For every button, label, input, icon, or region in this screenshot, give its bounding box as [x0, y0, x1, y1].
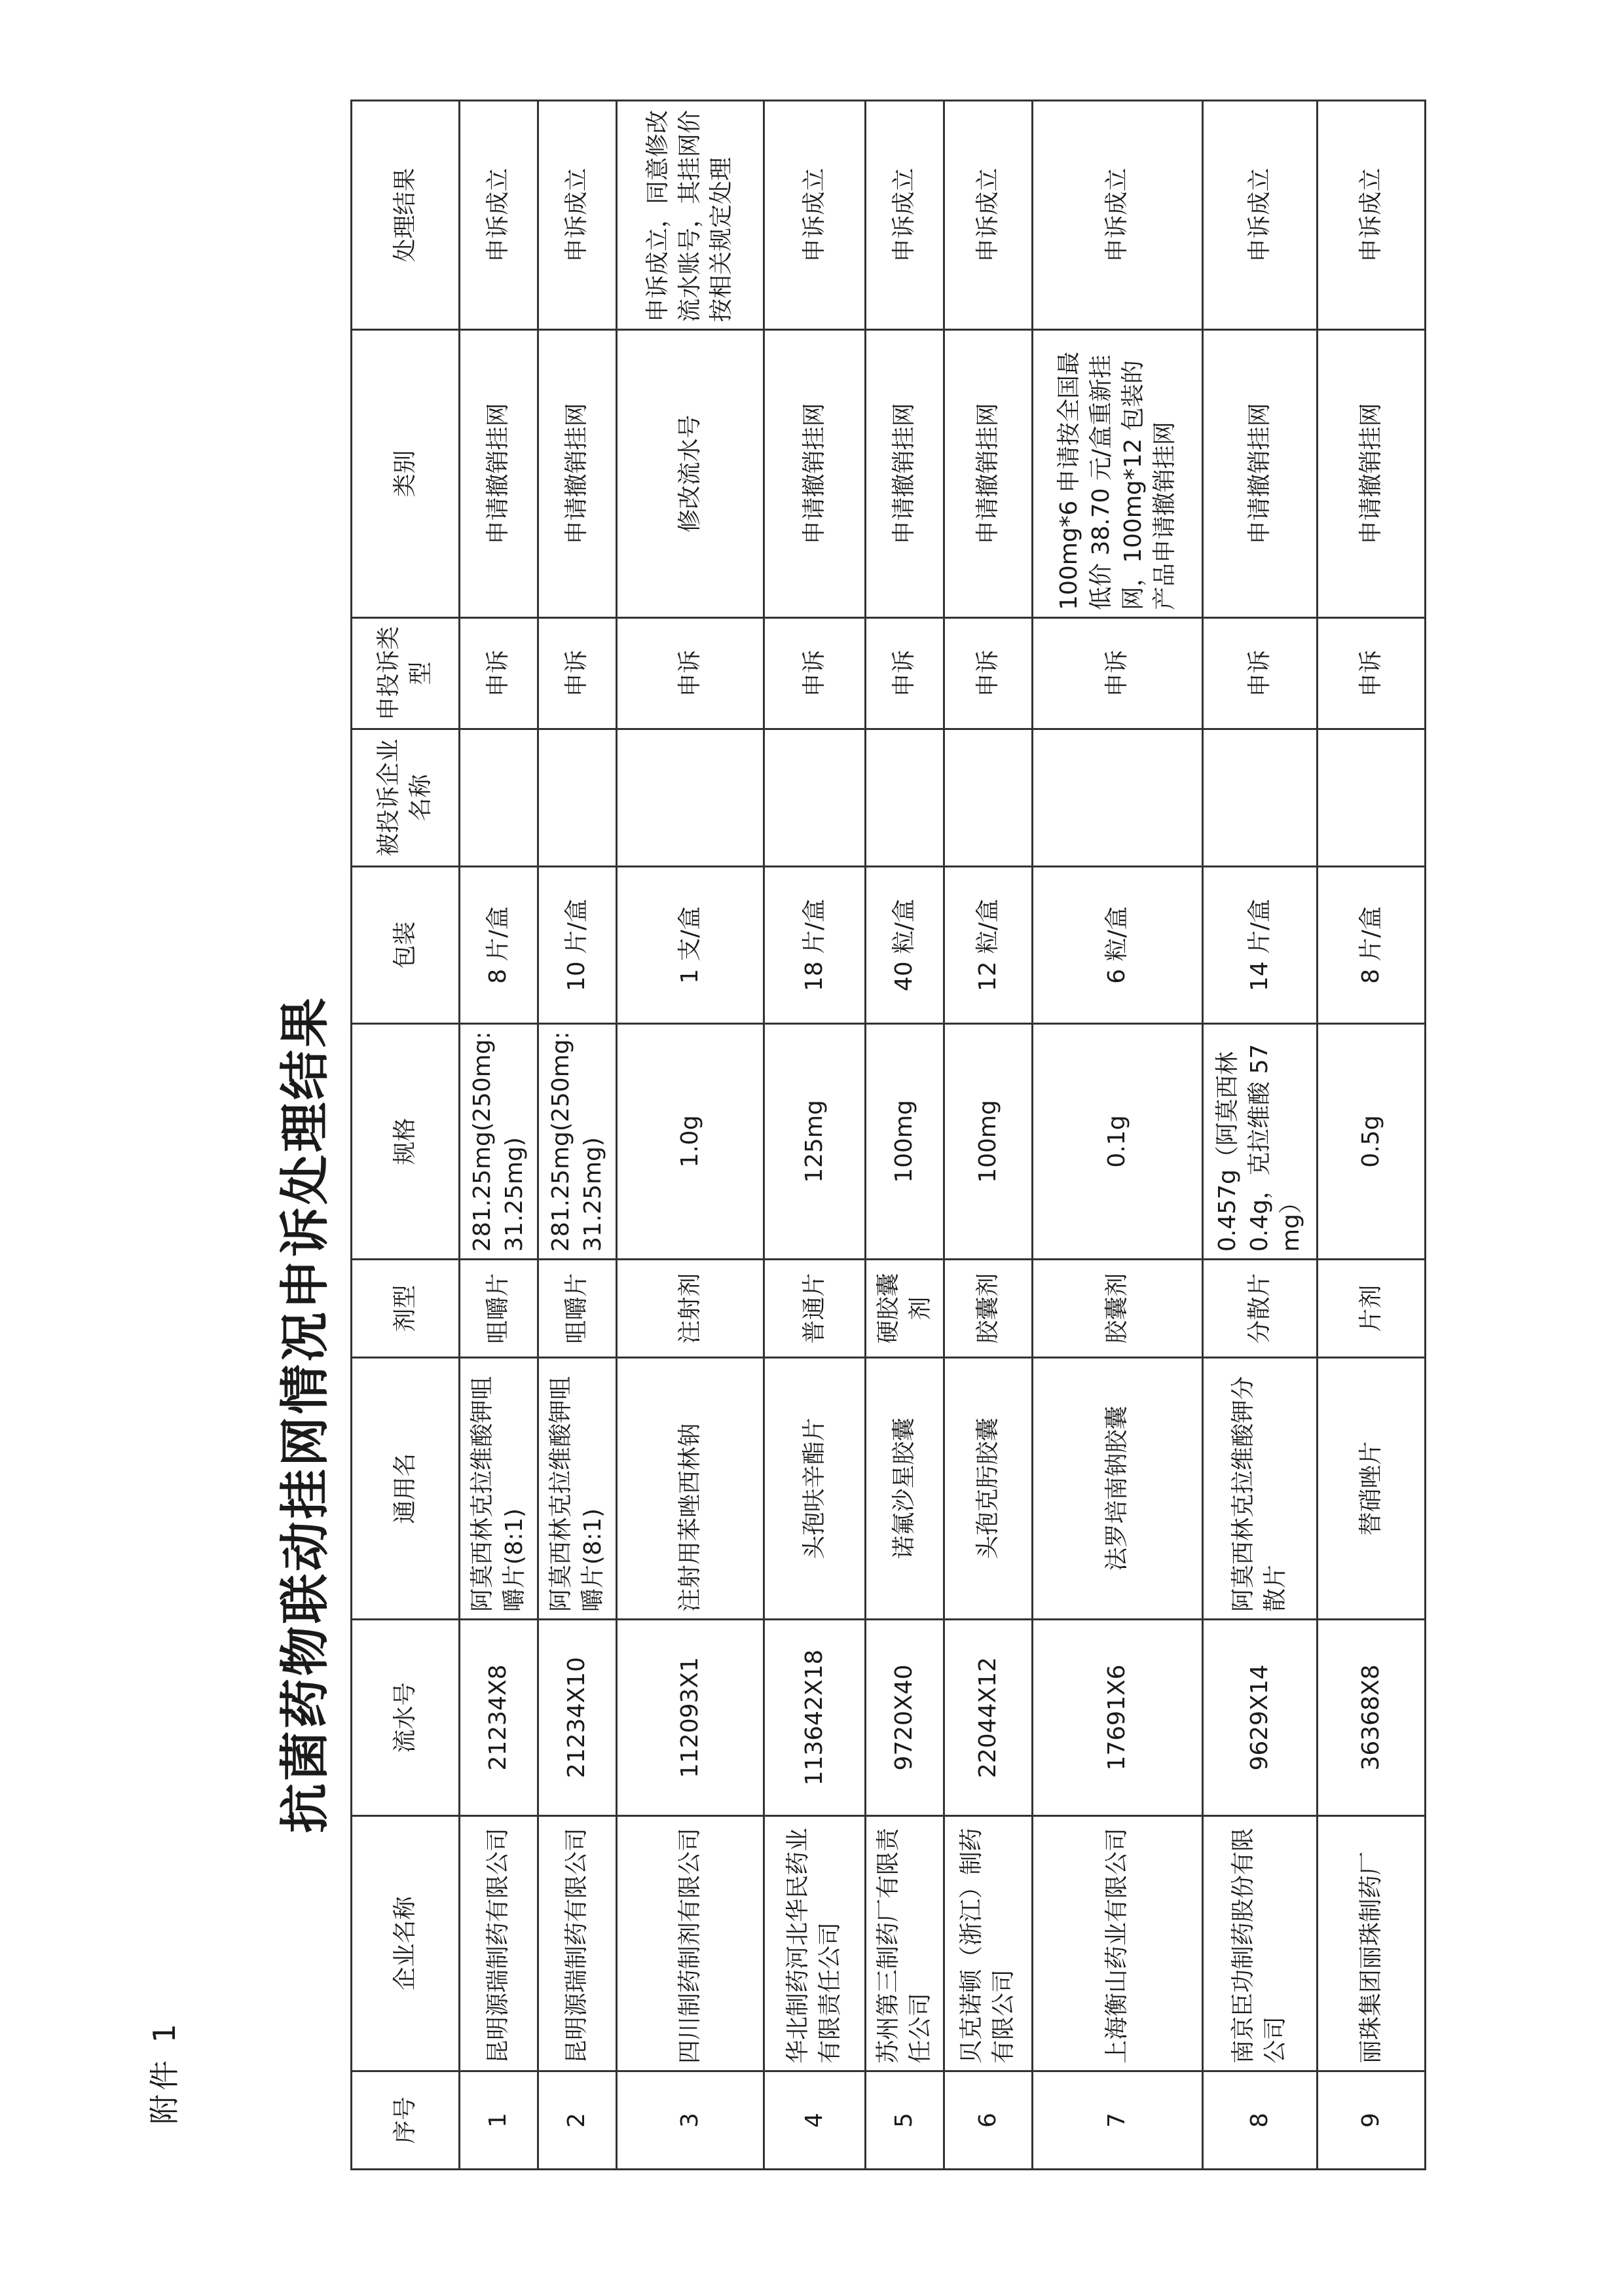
table-cell: 9720X40 [866, 1620, 944, 1816]
table-cell: 100mg [866, 1024, 944, 1260]
table-cell: 112093X1 [617, 1620, 764, 1816]
table-cell: 8 [1203, 2071, 1318, 2170]
table-cell: 头孢呋辛酯片 [764, 1358, 866, 1620]
table-cell: 3 [617, 2071, 764, 2170]
table-cell: 10 片/盒 [538, 867, 617, 1024]
header-cell: 被投诉企业名称 [352, 729, 460, 867]
table-cell: 7 [1033, 2071, 1203, 2170]
table-cell: 14 片/盒 [1203, 867, 1318, 1024]
table-cell: 阿莫西林克拉维酸钾咀嚼片(8:1) [538, 1358, 617, 1620]
table-cell: 贝克诺顿（浙江）制药有限公司 [944, 1816, 1033, 2071]
table-cell: 申诉 [944, 618, 1033, 729]
table-cell [866, 729, 944, 867]
table-cell: 12 粒/盒 [944, 867, 1033, 1024]
table-cell: 昆明源瑞制药有限公司 [460, 1816, 538, 2071]
table-cell: 18 片/盒 [764, 867, 866, 1024]
table-cell: 诺氟沙星胶囊 [866, 1358, 944, 1620]
table-cell: 申诉 [460, 618, 538, 729]
header-cell: 流水号 [352, 1620, 460, 1816]
table-cell: 胶囊剂 [944, 1260, 1033, 1358]
table-cell: 申诉成立 [1318, 101, 1426, 330]
table-cell: 21234X8 [460, 1620, 538, 1816]
table-cell: 申诉 [764, 618, 866, 729]
table-cell: 修改流水号 [617, 330, 764, 618]
table-cell: 申请撤销挂网 [1203, 330, 1318, 618]
table-cell: 17691X6 [1033, 1620, 1203, 1816]
header-cell: 序号 [352, 2071, 460, 2170]
table-cell: 5 [866, 2071, 944, 2170]
table-cell: 2 [538, 2071, 617, 2170]
table-cell: 阿莫西林克拉维酸钾分散片 [1203, 1358, 1318, 1620]
table-cell: 6 粒/盒 [1033, 867, 1203, 1024]
table-cell: 申诉成立 [538, 101, 617, 330]
table-cell [460, 729, 538, 867]
table-cell: 南京臣功制药股份有限公司 [1203, 1816, 1318, 2071]
results-table [350, 100, 1426, 2170]
table-row [866, 101, 944, 2170]
table-cell: 281.25mg(250mg:31.25mg) [538, 1024, 617, 1260]
table-cell: 6 [944, 2071, 1033, 2170]
table-cell: 0.5g [1318, 1024, 1426, 1260]
table-cell: 申诉成立 [764, 101, 866, 330]
table-cell: 申请撤销挂网 [1318, 330, 1426, 618]
table-cell: 113642X18 [764, 1620, 866, 1816]
table-cell: 苏州第三制药厂有限责任公司 [866, 1816, 944, 2071]
table-cell: 华北制药河北华民药业有限责任公司 [764, 1816, 866, 2071]
attachment-label: 附件 1 [147, 2020, 182, 2124]
table-cell: 申诉 [1203, 618, 1318, 729]
page-title: 抗菌药物联动挂网情况申诉处理结果 [276, 995, 334, 1833]
table-cell: 注射剂 [617, 1260, 764, 1358]
table-row [944, 101, 1033, 2170]
table-cell: 注射用苯唑西林钠 [617, 1358, 764, 1620]
table-cell: 申诉成立 [866, 101, 944, 330]
table-cell: 36368X8 [1318, 1620, 1426, 1816]
table-cell: 申诉成立 [1033, 101, 1203, 330]
table-cell: 申诉成立 [1203, 101, 1318, 330]
header-cell: 处理结果 [352, 101, 460, 330]
table-cell: 8 片/盒 [1318, 867, 1426, 1024]
table-cell: 申诉成立 [944, 101, 1033, 330]
header-cell: 通用名 [352, 1358, 460, 1620]
header-cell: 类别 [352, 330, 460, 618]
table-cell: 片剂 [1318, 1260, 1426, 1358]
table-cell: 22044X12 [944, 1620, 1033, 1816]
header-cell: 申投诉类型 [352, 618, 460, 729]
table-cell: 100mg [944, 1024, 1033, 1260]
table-cell [1203, 729, 1318, 867]
table-row [617, 101, 764, 2170]
header-cell: 包装 [352, 867, 460, 1024]
table-cell: 125mg [764, 1024, 866, 1260]
table-cell: 昆明源瑞制药有限公司 [538, 1816, 617, 2071]
table-cell [764, 729, 866, 867]
table-cell [1033, 729, 1203, 867]
table-cell: 40 粒/盒 [866, 867, 944, 1024]
table-row [538, 101, 617, 2170]
table-cell: 替硝唑片 [1318, 1358, 1426, 1620]
table-cell: 申诉成立 [460, 101, 538, 330]
header-cell: 企业名称 [352, 1816, 460, 2071]
table-cell [538, 729, 617, 867]
table-cell: 4 [764, 2071, 866, 2170]
table-cell: 硬胶囊剂 [866, 1260, 944, 1358]
table-cell: 头孢克肟胶囊 [944, 1358, 1033, 1620]
table-cell: 申诉 [866, 618, 944, 729]
table-row [764, 101, 866, 2170]
table-cell: 申诉 [1318, 618, 1426, 729]
table-cell [944, 729, 1033, 867]
table-cell [617, 729, 764, 867]
table-cell: 四川制药制剂有限公司 [617, 1816, 764, 2071]
table-cell: 申请撤销挂网 [538, 330, 617, 618]
table-cell: 1 支/盒 [617, 867, 764, 1024]
table-cell: 100mg*6 申请按全国最低价 38.70 元/盒重新挂网，100mg*12 包装的产品申请撤销挂网 [1033, 330, 1203, 618]
results-table-container [350, 101, 1426, 2170]
table-cell: 申诉 [617, 618, 764, 729]
table-cell: 申请撤销挂网 [866, 330, 944, 618]
table-cell: 申请撤销挂网 [460, 330, 538, 618]
table-cell: 丽珠集团丽珠制药厂 [1318, 1816, 1426, 2071]
table-cell: 申诉 [1033, 618, 1203, 729]
table-cell: 普通片 [764, 1260, 866, 1358]
table-header-row [352, 101, 460, 2170]
table-row [1203, 101, 1318, 2170]
table-cell: 9629X14 [1203, 1620, 1318, 1816]
table-cell: 阿莫西林克拉维酸钾咀嚼片(8:1) [460, 1358, 538, 1620]
table-cell [1318, 729, 1426, 867]
table-cell: 8 片/盒 [460, 867, 538, 1024]
table-cell: 1.0g [617, 1024, 764, 1260]
table-cell: 申请撤销挂网 [764, 330, 866, 618]
table-cell: 申请撤销挂网 [944, 330, 1033, 618]
table-cell: 胶囊剂 [1033, 1260, 1203, 1358]
table-cell: 0.457g（阿莫西林 0.4g，克拉维酸 57mg） [1203, 1024, 1318, 1260]
table-cell: 上海衡山药业有限公司 [1033, 1816, 1203, 2071]
table-row [460, 101, 538, 2170]
table-row [1318, 101, 1426, 2170]
table-cell: 咀嚼片 [460, 1260, 538, 1358]
table-cell: 1 [460, 2071, 538, 2170]
table-cell: 281.25mg(250mg:31.25mg) [460, 1024, 538, 1260]
table-row [1033, 101, 1203, 2170]
table-cell: 法罗培南钠胶囊 [1033, 1358, 1203, 1620]
header-cell: 规格 [352, 1024, 460, 1260]
table-cell: 0.1g [1033, 1024, 1203, 1260]
table-cell: 申诉成立，同意修改流水账号，其挂网价按相关规定处理 [617, 101, 764, 330]
table-cell: 9 [1318, 2071, 1426, 2170]
table-cell: 21234X10 [538, 1620, 617, 1816]
table-cell: 咀嚼片 [538, 1260, 617, 1358]
table-cell: 申诉 [538, 618, 617, 729]
table-cell: 分散片 [1203, 1260, 1318, 1358]
header-cell: 剂型 [352, 1260, 460, 1358]
